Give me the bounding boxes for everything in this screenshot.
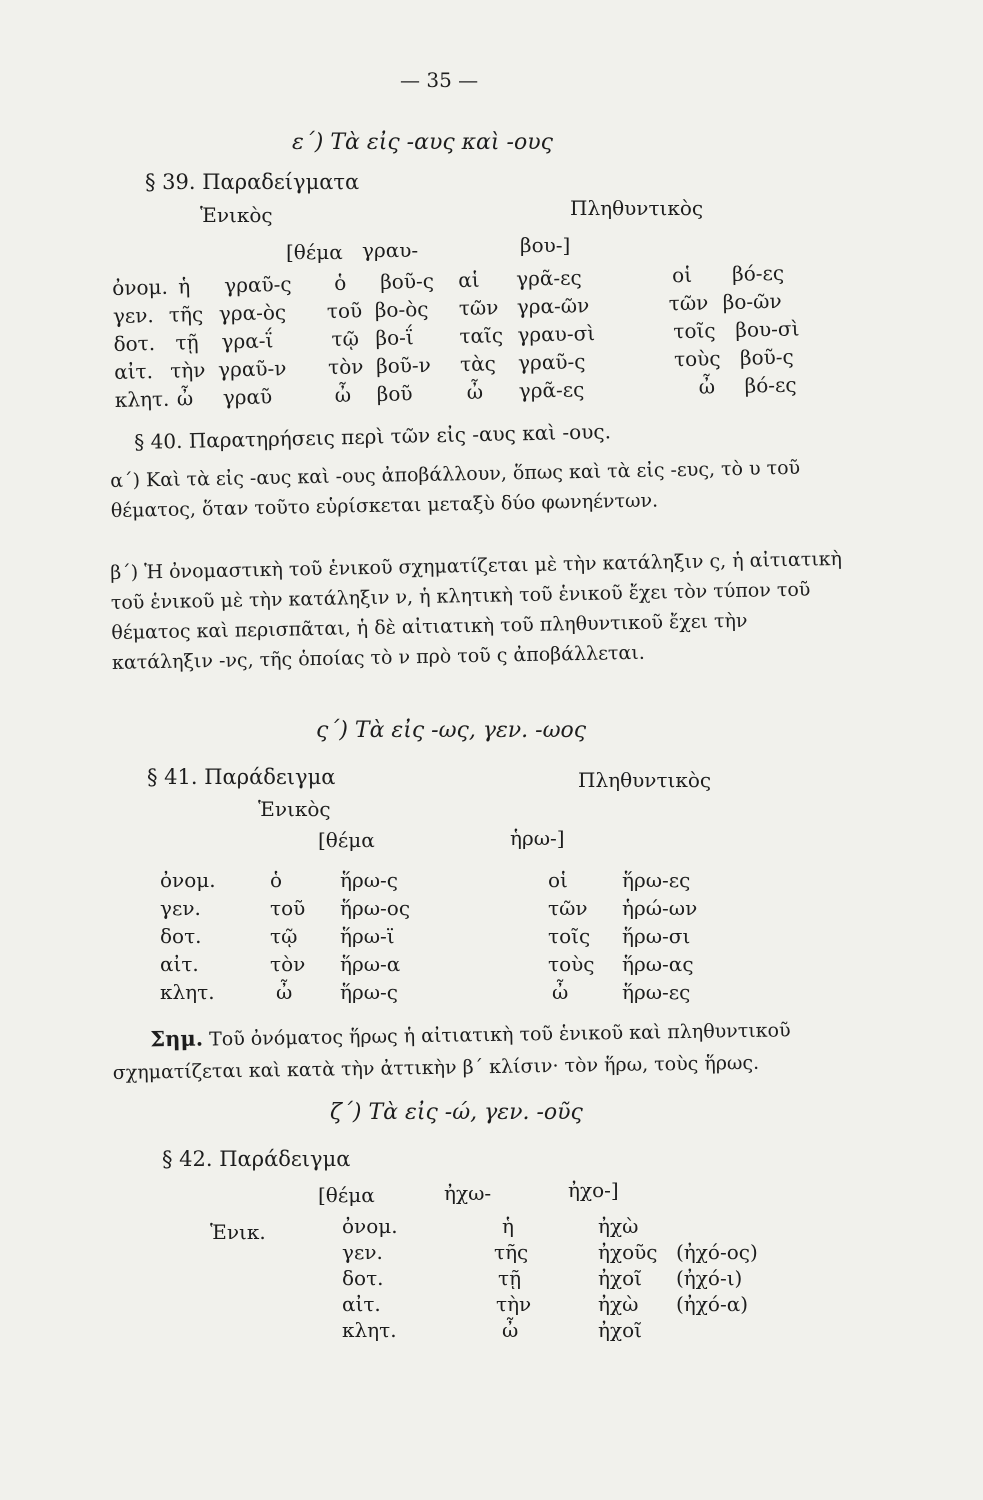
form: ἠχὼ: [598, 1214, 639, 1238]
stem-hero: ἡρω-]: [510, 826, 565, 850]
stem-echo1: ἠχω-: [444, 1181, 492, 1205]
form: ἠχοῦς: [598, 1240, 658, 1264]
singular-header: Ἑνικὸς: [258, 797, 331, 821]
note-label: Σημ.: [150, 1025, 204, 1052]
paragraph-41-label: § 41. Παράδειγμα: [147, 765, 336, 789]
table-row: [160, 924, 760, 952]
paragraph-42-label: § 42. Παράδειγμα: [162, 1147, 351, 1171]
singular-abbrev: Ἑνικ.: [210, 1220, 266, 1244]
case-label: κλητ.: [342, 1318, 397, 1342]
form: γρᾶ-ες: [515, 265, 582, 291]
article: τῶν: [548, 896, 588, 920]
paragraph-39-label: § 39. Παραδείγματα: [145, 170, 360, 194]
form: βο-ὸς: [374, 296, 429, 323]
case-label: ὀνομ.: [160, 868, 216, 892]
stem-label: [θέμα: [318, 1183, 375, 1207]
form: γραυ-σὶ: [517, 321, 596, 347]
stem-echo2: ἠχο-]: [568, 1178, 619, 1202]
case-label: δοτ.: [113, 331, 156, 356]
declension-table-echo: [342, 1214, 782, 1364]
article: τὴν: [169, 357, 206, 383]
section-heading-e: ε΄) Τὰ εἰς -αυς καὶ -ους: [292, 130, 553, 155]
case-label: αἰτ.: [342, 1292, 381, 1316]
table-row: [160, 868, 760, 896]
form: γρα-ῶν: [516, 293, 590, 319]
table-row: [342, 1266, 782, 1294]
article: ὦ: [334, 382, 352, 407]
article: ταῖς: [459, 323, 504, 349]
article: τοὺς: [673, 346, 721, 372]
article: ὁ: [333, 270, 347, 295]
article: τῶν: [458, 295, 499, 321]
form: βο-ΐ: [375, 325, 414, 351]
article: τὴν: [496, 1292, 532, 1316]
form: βοῦ-ς: [739, 344, 795, 370]
form: βό-ες: [744, 372, 797, 398]
table-row: [160, 896, 760, 924]
article: ὦ: [176, 386, 194, 411]
article: τῇ: [498, 1266, 522, 1290]
case-label: δοτ.: [342, 1266, 384, 1290]
case-label: γεν.: [112, 303, 155, 328]
table-row: [342, 1240, 782, 1268]
article: τῷ: [331, 326, 360, 352]
article: ἡ: [177, 274, 191, 299]
article: τῆς: [168, 301, 204, 327]
article: τῶν: [668, 290, 709, 316]
declension-table-grau-bous: [112, 260, 835, 426]
note-a: α΄) Καὶ τὰ εἰς -αυς καὶ -ους ἀποβάλλουν, ὅπως καὶ τὰ εἰς -ευς, τὸ υ τοῦ θέματος, ὅταν τοῦτο εὑρίσκεται μεταξὺ δύο φωνηέντων.: [110, 456, 801, 522]
section-heading-z: ζ΄) Τὰ εἰς -ώ, γεν. -οῦς: [330, 1100, 583, 1125]
form: ἥρω-ες: [622, 868, 691, 892]
stem-label: [θέμα: [286, 240, 343, 264]
article: τοὺς: [548, 952, 595, 976]
variant: (ἠχό-α): [676, 1292, 749, 1316]
article: τῷ: [270, 924, 298, 948]
form: βό-ες: [731, 260, 785, 286]
form: γραῦ-ν: [217, 356, 287, 382]
form: γραῦ-ς: [223, 271, 292, 298]
form: ἠχὼ: [598, 1292, 639, 1316]
case-label: κλητ.: [160, 980, 215, 1004]
form: ἥρω-ϊ: [340, 924, 395, 948]
article: ὦ: [502, 1318, 519, 1342]
plural-header: Πληθυντικὸς: [570, 196, 704, 220]
form: βοῦ-ν: [375, 352, 432, 379]
form: ἥρω-ς: [340, 868, 399, 892]
stem-bou: βου-]: [520, 233, 571, 257]
case-label: γεν.: [342, 1240, 383, 1264]
form: γραῦ-ς: [517, 349, 586, 375]
table-row: [160, 980, 760, 1008]
variant: (ἠχό-ι): [676, 1266, 743, 1290]
article: οἱ: [671, 262, 693, 288]
table-row: [342, 1214, 782, 1242]
form: γρα-ὸς: [218, 300, 287, 326]
article: ὁ: [270, 868, 283, 892]
article: τοῖς: [673, 318, 716, 344]
stem-label: [θέμα: [318, 828, 375, 852]
case-label: ὀνομ.: [342, 1214, 398, 1238]
form: ἥρω-ς: [340, 980, 399, 1004]
article: τὰς: [459, 351, 497, 377]
table-row: [342, 1318, 782, 1346]
form: βοῦ: [376, 381, 413, 407]
case-label: ὀνομ.: [112, 274, 169, 300]
article: τοῦ: [326, 298, 363, 324]
table-row: [160, 952, 760, 980]
form: γρᾶ-ες: [518, 377, 585, 403]
article: τοῦ: [270, 896, 306, 920]
article: τῇ: [175, 330, 199, 355]
page-number: — 35 —: [400, 68, 479, 92]
note-text: Τοῦ ὀνόματος ἥρως ἡ αἰτιατικὴ τοῦ ἑνικοῦ καὶ πληθυντικοῦ σχηματίζεται καὶ κατὰ τὴν ἀττικὴν β΄ κλίσιν· τὸν ἥρω, τοὺς ἥρως.: [112, 1019, 791, 1084]
article: τὸν: [327, 354, 364, 380]
form: βοῦ-ς: [379, 268, 435, 294]
form: ἥρω-σι: [622, 924, 691, 948]
plural-header: Πληθυντικὸς: [578, 768, 712, 792]
article: ὦ: [276, 980, 293, 1004]
form: ἥρω-ος: [340, 896, 411, 920]
case-label: αἰτ.: [160, 952, 199, 976]
form: βο-ῶν: [722, 288, 782, 315]
form: ἡρώ-ων: [622, 896, 698, 920]
form: ἥρω-ας: [622, 952, 694, 976]
form: ἠχοῖ: [598, 1266, 642, 1290]
case-label: κλητ.: [114, 386, 170, 412]
form: ἠχοῖ: [598, 1318, 642, 1342]
article: τῆς: [494, 1240, 529, 1264]
note-b: β΄) Ἡ ὀνομαστικὴ τοῦ ἑνικοῦ σχηματίζεται μὲ τὴν κατάληξιν ς, ἡ αἰτιατικὴ τοῦ ἑνικοῦ μὲ τὴν κατάληξιν ν, ἡ κλητικὴ τοῦ ἑνικοῦ ἔχει τὸν τύπον τοῦ θέματος καὶ περισπᾶται, ἡ δὲ αἰτιατικὴ τοῦ πληθυντικοῦ ἔχει τὴν κατάληξιν -νς, τῆς ὁποίας τὸ ν πρὸ τοῦ ς ἀποβάλλεται.: [110, 547, 843, 674]
case-label: δοτ.: [160, 924, 202, 948]
article: ἡ: [502, 1214, 514, 1238]
form: γρα-ΐ: [221, 328, 274, 354]
article: ὦ: [466, 379, 484, 404]
stem-grau: γραυ-: [362, 238, 419, 262]
variant: (ἠχό-ος): [676, 1240, 758, 1264]
note-simeiosi: [112, 1012, 873, 1089]
declension-table-heros: [160, 868, 760, 1018]
form: γραῦ: [222, 384, 273, 410]
article: αἱ: [457, 267, 480, 293]
article: ὦ: [698, 374, 716, 399]
article: οἱ: [548, 868, 568, 892]
form: ἥρω-α: [340, 952, 401, 976]
form: βου-σὶ: [735, 316, 800, 342]
article: ὦ: [552, 980, 569, 1004]
article: τοῖς: [548, 924, 591, 948]
form: ἥρω-ες: [622, 980, 691, 1004]
table-row: [342, 1292, 782, 1320]
case-label: γεν.: [160, 896, 201, 920]
section-heading-st: ς΄) Τὰ εἰς -ως, γεν. -ωος: [316, 718, 587, 743]
singular-header: Ἑνικὸς: [200, 203, 273, 227]
case-label: αἰτ.: [113, 359, 154, 384]
article: τὸν: [270, 952, 306, 976]
paragraph-40-title: § 40. Παρατηρήσεις περὶ τῶν εἰς -αυς καὶ -ους.: [134, 419, 612, 454]
